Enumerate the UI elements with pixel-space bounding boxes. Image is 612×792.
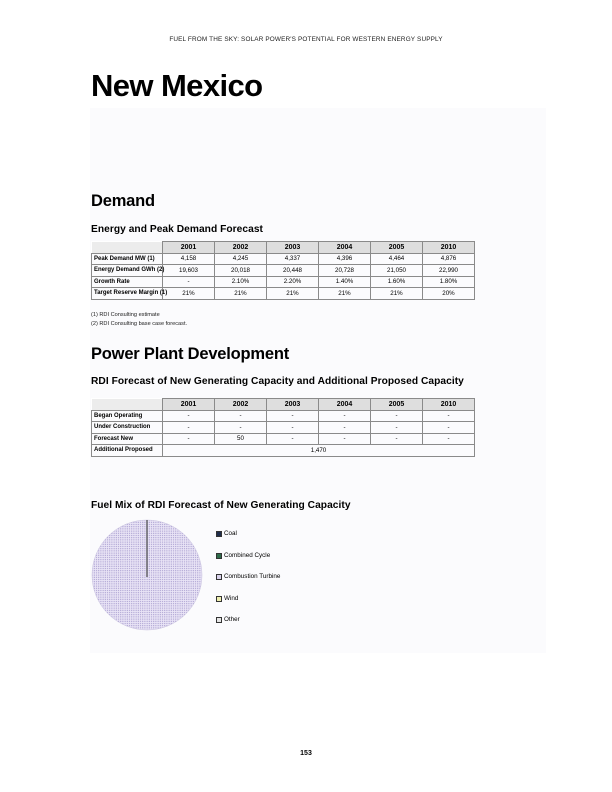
table-cell: 20,728 <box>319 265 371 277</box>
year-header: 2001 <box>163 399 215 411</box>
table-cell: - <box>163 433 215 445</box>
table-cell: 20,448 <box>267 265 319 277</box>
table-cell: 4,464 <box>371 253 423 265</box>
year-header: 2005 <box>371 242 423 254</box>
table-cell: 1.60% <box>371 276 423 288</box>
capacity-table-title: RDI Forecast of New Generating Capacity and Additional Proposed Capacity <box>91 376 464 387</box>
table-cell: 4,337 <box>267 253 319 265</box>
table-cell: - <box>163 276 215 288</box>
power-plant-heading: Power Plant Development <box>91 345 290 363</box>
year-header: 2004 <box>319 399 371 411</box>
table-cell: 2.20% <box>267 276 319 288</box>
legend-label: Other <box>224 616 240 623</box>
demand-footnotes <box>91 311 187 328</box>
running-head: FUEL FROM THE SKY: SOLAR POWER'S POTENTIAL FOR WESTERN ENERGY SUPPLY <box>169 36 443 43</box>
legend-label: Combustion Turbine <box>224 573 281 580</box>
table-cell: 1.80% <box>423 276 475 288</box>
table-cell: 1,470 <box>163 445 475 457</box>
table-cell: - <box>215 422 267 434</box>
page-number: 153 <box>300 750 312 757</box>
table-cell: - <box>267 422 319 434</box>
table-cell: - <box>163 410 215 422</box>
table-cell: 21% <box>163 288 215 300</box>
legend-swatch <box>216 596 222 602</box>
table-cell: - <box>267 433 319 445</box>
table-cell: 2.10% <box>215 276 267 288</box>
table-cell: - <box>319 410 371 422</box>
table-cell: - <box>423 422 475 434</box>
row-label: Growth Rate <box>92 276 163 288</box>
table-cell: - <box>371 433 423 445</box>
table-cell: - <box>215 410 267 422</box>
row-label: Peak Demand MW (1) <box>92 253 163 265</box>
table-header-row <box>92 242 475 254</box>
fuel-mix-title: Fuel Mix of RDI Forecast of New Generating Capacity <box>91 500 351 511</box>
table-cell: 21% <box>371 288 423 300</box>
table-header-row <box>92 399 475 411</box>
year-header: 2004 <box>319 242 371 254</box>
fuel-mix-pie-chart <box>91 519 203 631</box>
table-row <box>92 265 475 277</box>
table-cell: 21% <box>267 288 319 300</box>
header-blank-cell <box>92 399 163 411</box>
year-header: 2010 <box>423 242 475 254</box>
table-cell: - <box>267 410 319 422</box>
table-cell: 21% <box>215 288 267 300</box>
table-row <box>92 276 475 288</box>
table-cell: 50 <box>215 433 267 445</box>
row-label: Additional Proposed <box>92 445 163 457</box>
demand-table-title: Energy and Peak Demand Forecast <box>91 224 263 235</box>
legend-label: Coal <box>224 530 237 537</box>
row-label: Began Operating <box>92 410 163 422</box>
table-row <box>92 288 475 300</box>
row-label: Forecast New <box>92 433 163 445</box>
row-label: Target Reserve Margin (1) <box>92 288 163 300</box>
legend-label: Combined Cycle <box>224 551 271 559</box>
demand-forecast-table <box>91 241 475 300</box>
table-cell: 19,603 <box>163 265 215 277</box>
year-header: 2010 <box>423 399 475 411</box>
year-header: 2005 <box>371 399 423 411</box>
table-cell: 4,876 <box>423 253 475 265</box>
table-cell: 22,990 <box>423 265 475 277</box>
table-cell: - <box>319 422 371 434</box>
table-row <box>92 410 475 422</box>
table-cell: 4,158 <box>163 253 215 265</box>
table-row <box>92 433 475 445</box>
demand-heading: Demand <box>91 192 155 210</box>
table-cell: - <box>319 433 371 445</box>
legend-label: Wind <box>224 594 239 602</box>
row-label: Energy Demand GWh (2) <box>92 265 163 277</box>
year-header: 2003 <box>267 242 319 254</box>
year-header: 2002 <box>215 399 267 411</box>
footnote: (1) RDI Consulting estimate <box>91 312 160 318</box>
table-cell: - <box>371 422 423 434</box>
capacity-table <box>91 398 475 457</box>
year-header: 2003 <box>267 399 319 411</box>
state-title: New Mexico <box>91 68 263 103</box>
header-blank-cell <box>92 242 163 254</box>
table-cell: 20% <box>423 288 475 300</box>
table-cell: - <box>371 410 423 422</box>
table-cell: 20,018 <box>215 265 267 277</box>
table-cell: 21,050 <box>371 265 423 277</box>
legend-swatch <box>216 531 222 537</box>
table-cell: 4,396 <box>319 253 371 265</box>
year-header: 2001 <box>163 242 215 254</box>
legend-swatch <box>216 553 222 559</box>
table-cell: 4,245 <box>215 253 267 265</box>
year-header: 2002 <box>215 242 267 254</box>
table-cell: 1.40% <box>319 276 371 288</box>
table-row <box>92 253 475 265</box>
table-cell: - <box>423 410 475 422</box>
footnote: (2) RDI Consulting base case forecast. <box>91 320 188 327</box>
table-cell: - <box>163 422 215 434</box>
table-row <box>92 422 475 434</box>
table-cell: 21% <box>319 288 371 300</box>
table-row-additional-proposed <box>92 445 475 457</box>
legend-swatch <box>216 617 222 623</box>
table-cell: - <box>423 433 475 445</box>
row-label: Under Construction <box>92 422 163 434</box>
legend-swatch <box>216 574 222 580</box>
